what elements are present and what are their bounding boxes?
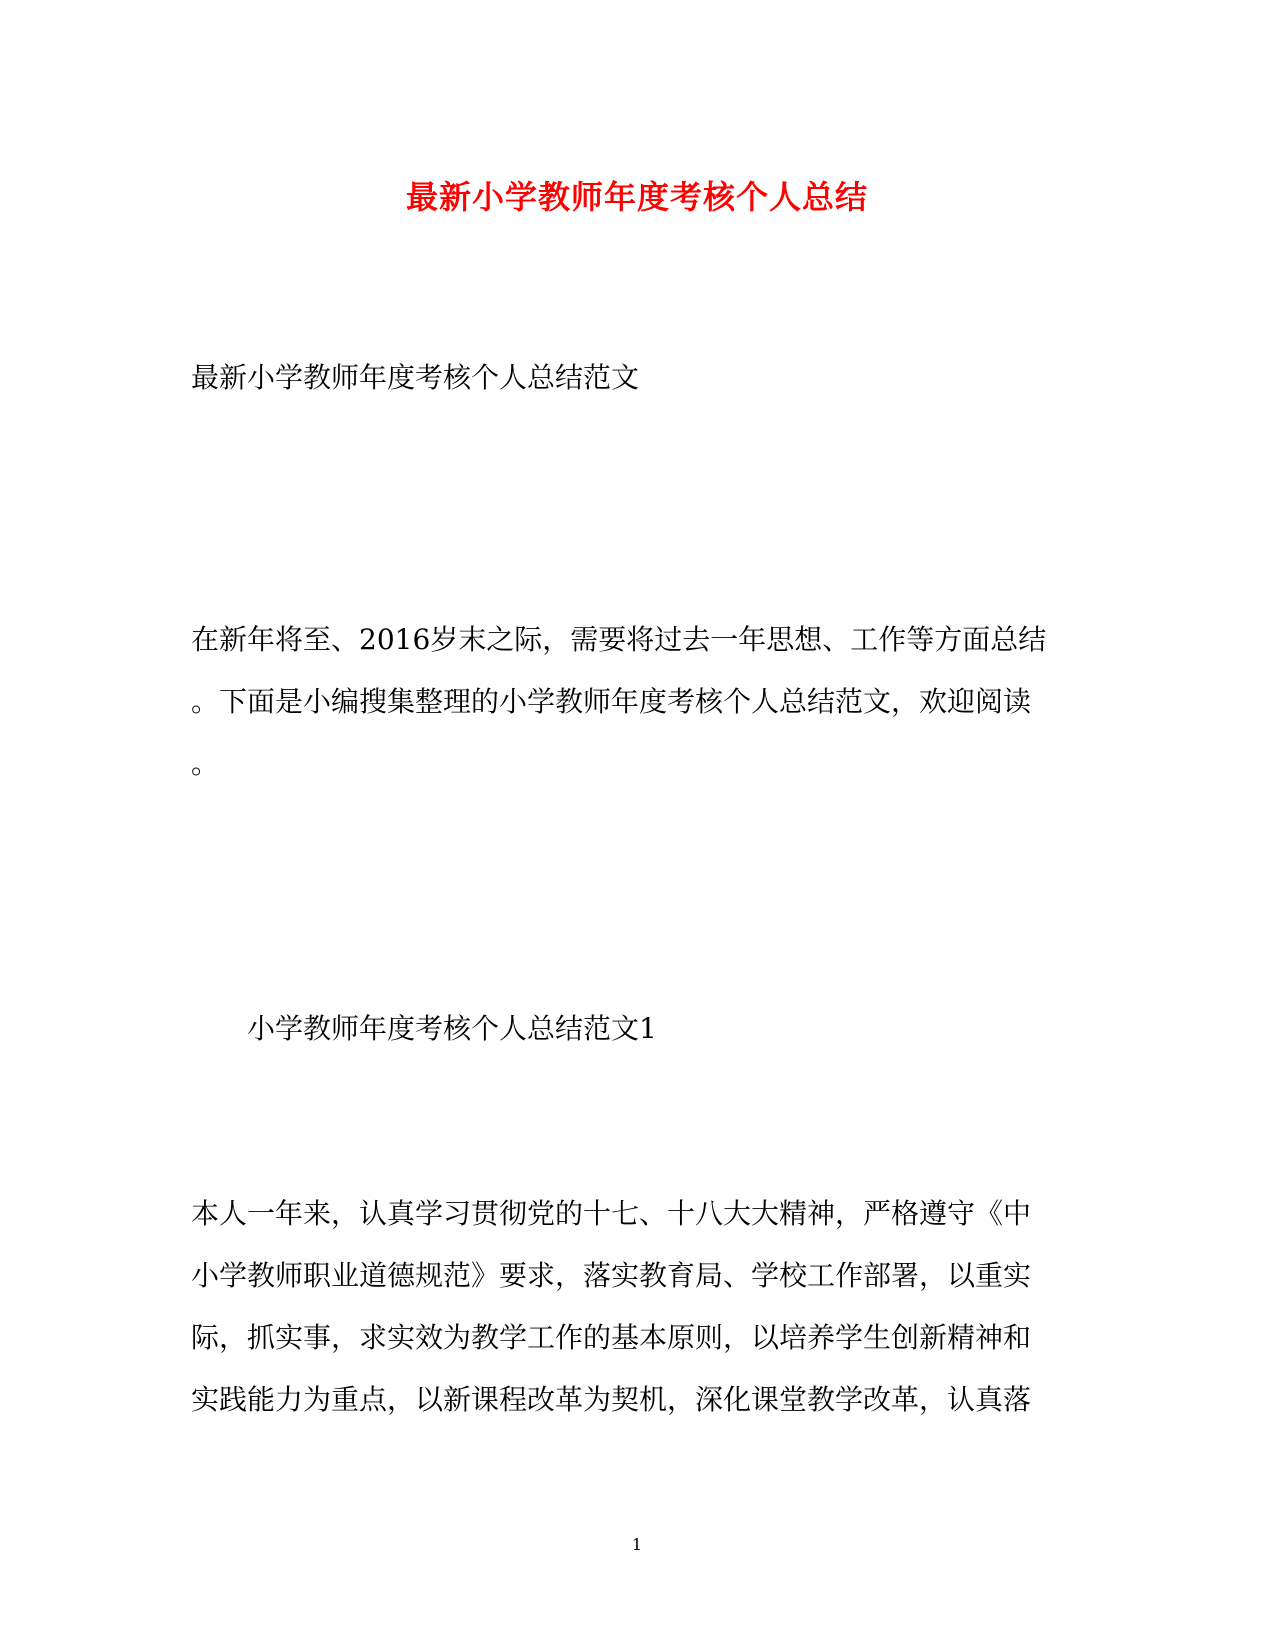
- page-number: 1: [631, 1535, 643, 1554]
- subtitle-text: 最新小学教师年度考核个人总结范文: [191, 361, 640, 394]
- document-title: 最新小学教师年度考核个人总结: [405, 178, 868, 216]
- intro-line: 在新年将至、2016岁末之际，需要将过去一年思想、工作等方面总结: [191, 623, 1047, 656]
- body-paragraph: [191, 1183, 1071, 1431]
- body-line: 实践能力为重点，以新课程改革为契机，深化课堂教学改革，认真落: [191, 1383, 1032, 1416]
- section-heading: [247, 998, 1127, 1060]
- intro-line: 。: [191, 747, 220, 780]
- document-subtitle: [191, 347, 1071, 409]
- intro-line: 。下面是小编搜集整理的小学教师年度考核个人总结范文，欢迎阅读: [191, 685, 1032, 718]
- section-heading-text: 小学教师年度考核个人总结范文1: [247, 1012, 657, 1045]
- intro-paragraph: [191, 609, 1071, 795]
- body-line: 本人一年来，认真学习贯彻党的十七、十八大大精神，严格遵守《中: [191, 1197, 1032, 1230]
- body-line: 小学教师职业道德规范》要求，落实教育局、学校工作部署，以重实: [191, 1259, 1032, 1292]
- body-line: 际，抓实事，求实效为教学工作的基本原则，以培养学生创新精神和: [191, 1321, 1032, 1354]
